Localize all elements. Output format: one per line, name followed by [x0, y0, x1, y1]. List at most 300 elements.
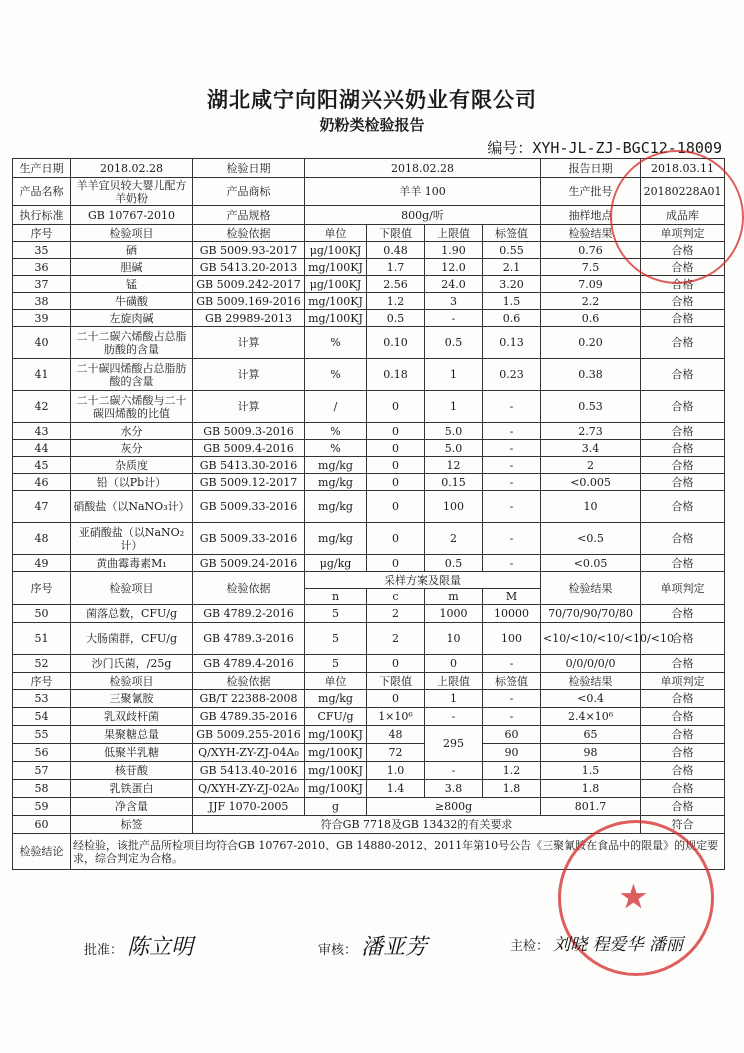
table-cell: mg/100KJ	[305, 762, 367, 780]
table-cell: %	[305, 359, 367, 391]
table-cell: GB 4789.35-2016	[193, 708, 305, 726]
table-cell: 1.2	[367, 293, 425, 310]
column-header: 标签值	[483, 225, 541, 242]
table-cell: ≥800g	[367, 798, 541, 816]
table-cell: 12.0	[425, 259, 483, 276]
column-header: 序号	[13, 673, 71, 690]
table-cell: 2.56	[367, 276, 425, 293]
table-cell: 65	[541, 726, 641, 744]
table-cell: 51	[13, 623, 71, 655]
table-cell: GB 29989-2013	[193, 310, 305, 327]
table-cell: 1.90	[425, 242, 483, 259]
table-cell: mg/kg	[305, 474, 367, 491]
table-row	[13, 391, 725, 423]
table-cell: 0	[367, 474, 425, 491]
table-cell: <0.5	[541, 523, 641, 555]
approve-label: 批准：	[84, 943, 124, 958]
table-cell: 43	[13, 423, 71, 440]
column-header: 单位	[305, 225, 367, 242]
table-row	[13, 744, 725, 762]
table-cell: 0.20	[541, 327, 641, 359]
table-cell: 10	[425, 623, 483, 655]
table-row	[13, 798, 725, 816]
label: 抽样地点	[541, 206, 641, 225]
table-cell: 72	[367, 744, 425, 762]
table-cell: GB 5009.93-2017	[193, 242, 305, 259]
label: 报告日期	[541, 159, 641, 178]
table-cell: 低聚半乳糖	[71, 744, 193, 762]
table-cell: 36	[13, 259, 71, 276]
table-cell: 0	[367, 523, 425, 555]
table-cell: <0.005	[541, 474, 641, 491]
table-cell: 60	[483, 726, 541, 744]
table-cell: 0.6	[541, 310, 641, 327]
table-cell: 5	[305, 605, 367, 623]
table-cell: 合格	[641, 605, 725, 623]
table-cell: 70/70/90/70/80	[541, 605, 641, 623]
column-header: 检验项目	[71, 572, 193, 605]
value: 羊羊 100	[305, 178, 541, 206]
table-cell: -	[483, 440, 541, 457]
table-cell: 胆碱	[71, 259, 193, 276]
table-cell: 48	[367, 726, 425, 744]
column-header: 单位	[305, 673, 367, 690]
column-header: 下限值	[367, 673, 425, 690]
table-cell: <0.4	[541, 690, 641, 708]
review-name: 潘亚芳	[361, 935, 428, 960]
table-cell: 1.5	[541, 762, 641, 780]
table-cell: 45	[13, 457, 71, 474]
table-cell: mg/100KJ	[305, 259, 367, 276]
table-cell: 35	[13, 242, 71, 259]
table-cell: 40	[13, 327, 71, 359]
table-row	[13, 327, 725, 359]
table-cell: 合格	[641, 359, 725, 391]
table-cell: 0	[367, 440, 425, 457]
value: 2018.02.28	[305, 159, 541, 178]
table-cell: 2	[541, 457, 641, 474]
table-cell: 0	[367, 391, 425, 423]
table-cell: 合格	[641, 708, 725, 726]
table-cell: GB 5009.12-2017	[193, 474, 305, 491]
table-row	[13, 474, 725, 491]
table-cell: -	[425, 310, 483, 327]
table-cell: 合格	[641, 310, 725, 327]
table-cell: 标签	[71, 816, 193, 834]
table-row	[13, 359, 725, 391]
table-cell: 295	[425, 726, 483, 762]
table-row	[13, 523, 725, 555]
table-cell: 黄曲霉毒素M₁	[71, 555, 193, 572]
table-row	[13, 276, 725, 293]
approve-name: 陈立明	[127, 935, 194, 960]
table-cell: 合格	[641, 440, 725, 457]
column-header: 单项判定	[641, 225, 725, 242]
table-cell: 合格	[641, 491, 725, 523]
test-signature	[510, 930, 683, 955]
column-header: 检验结果	[541, 225, 641, 242]
table-cell: 牛磺酸	[71, 293, 193, 310]
value: 2018.03.11	[641, 159, 725, 178]
table-cell: 50	[13, 605, 71, 623]
report-title: 奶粉类检验报告	[319, 116, 425, 134]
table-cell: 59	[13, 798, 71, 816]
column-header: 检验结果	[541, 673, 641, 690]
company-title: 湖北咸宁向阳湖兴兴奶业有限公司	[207, 87, 537, 112]
table-cell: 37	[13, 276, 71, 293]
value: 20180228A01	[641, 178, 725, 206]
table-row	[13, 457, 725, 474]
table-cell: 5.0	[425, 423, 483, 440]
table-row	[13, 293, 725, 310]
table-row	[13, 655, 725, 673]
table-cell: GB 5009.33-2016	[193, 523, 305, 555]
table-cell: GB 5413.20-2013	[193, 259, 305, 276]
table-cell: 5	[305, 655, 367, 673]
table-cell: <0.05	[541, 555, 641, 572]
table-cell: 合格	[641, 780, 725, 798]
table-cell: 52	[13, 655, 71, 673]
table-cell: 60	[13, 816, 71, 834]
table-row	[13, 491, 725, 523]
table-cell: 沙门氏菌，/25g	[71, 655, 193, 673]
table-cell: 0.48	[367, 242, 425, 259]
table-cell: 0	[367, 655, 425, 673]
column-header: 单项判定	[641, 572, 725, 605]
table-cell: 合格	[641, 259, 725, 276]
table-cell: mg/kg	[305, 690, 367, 708]
table-cell: 乳铁蛋白	[71, 780, 193, 798]
table-row	[13, 762, 725, 780]
table-cell: 2.73	[541, 423, 641, 440]
table-cell: mg/kg	[305, 457, 367, 474]
test-label: 主检：	[510, 939, 550, 954]
table-cell: 铅（以Pb计）	[71, 474, 193, 491]
column-header: 序号	[13, 225, 71, 242]
column-header: 检验依据	[193, 225, 305, 242]
table-cell: 1	[425, 359, 483, 391]
column-header: 检验项目	[71, 225, 193, 242]
table-cell: GB 4789.3-2016	[193, 623, 305, 655]
table-cell: 2	[367, 623, 425, 655]
info-row-1	[13, 159, 725, 178]
table-cell: GB 5009.4-2016	[193, 440, 305, 457]
label: 生产日期	[13, 159, 71, 178]
table-row	[13, 310, 725, 327]
table-cell: 乳双歧杆菌	[71, 708, 193, 726]
table-cell: 48	[13, 523, 71, 555]
column-header: M	[483, 589, 541, 605]
table-cell: 亚硝酸盐（以NaNO₂计）	[71, 523, 193, 555]
table-cell: -	[483, 474, 541, 491]
table-cell: 合格	[641, 655, 725, 673]
table-cell: GB 5009.255-2016	[193, 726, 305, 744]
table-cell: 合格	[641, 690, 725, 708]
table-cell: 2.4×10⁶	[541, 708, 641, 726]
table-cell: GB 5009.24-2016	[193, 555, 305, 572]
table-cell: 杂质度	[71, 457, 193, 474]
table-cell: 合格	[641, 623, 725, 655]
column-header: 检验依据	[193, 572, 305, 605]
table-cell: 合格	[641, 523, 725, 555]
column-header: 检验结果	[541, 572, 641, 605]
table-cell: 49	[13, 555, 71, 572]
table-cell: 3.4	[541, 440, 641, 457]
table-cell: 锰	[71, 276, 193, 293]
table-cell: CFU/g	[305, 708, 367, 726]
table-cell: 10000	[483, 605, 541, 623]
table-cell: 44	[13, 440, 71, 457]
table-cell: 3.20	[483, 276, 541, 293]
table-cell: 0	[367, 457, 425, 474]
column-header: 上限值	[425, 673, 483, 690]
table-cell: 1000	[425, 605, 483, 623]
table-cell: 47	[13, 491, 71, 523]
table-cell: mg/100KJ	[305, 293, 367, 310]
table-row	[13, 726, 725, 744]
conclusion-label: 检验结论	[13, 834, 71, 870]
table-cell: 灰分	[71, 440, 193, 457]
table-cell: g	[305, 798, 367, 816]
table-cell: 合格	[641, 293, 725, 310]
column-header: 采样方案及限量	[305, 572, 541, 589]
table-cell: 2.2	[541, 293, 641, 310]
table-cell: 果聚糖总量	[71, 726, 193, 744]
table-cell: 合格	[641, 726, 725, 744]
table-cell: -	[483, 523, 541, 555]
table-cell: 1.4	[367, 780, 425, 798]
table-cell: μg/100KJ	[305, 242, 367, 259]
table-cell: %	[305, 423, 367, 440]
table-cell: -	[483, 708, 541, 726]
table-cell: 39	[13, 310, 71, 327]
table-cell: 100	[425, 491, 483, 523]
value: 成品库	[641, 206, 725, 225]
table-cell: 合格	[641, 276, 725, 293]
table-cell: 计算	[193, 327, 305, 359]
table-cell: 0.38	[541, 359, 641, 391]
value: 羊羊宜贝较大婴儿配方羊奶粉	[71, 178, 193, 206]
column-header: 标签值	[483, 673, 541, 690]
table-cell: 56	[13, 744, 71, 762]
table-cell: 合格	[641, 457, 725, 474]
table-cell: mg/kg	[305, 491, 367, 523]
table-cell: 0	[425, 655, 483, 673]
table-cell: 42	[13, 391, 71, 423]
table-cell: 24.0	[425, 276, 483, 293]
table-cell: 58	[13, 780, 71, 798]
table-cell: -	[483, 690, 541, 708]
table-cell: 1	[425, 690, 483, 708]
table-cell: 合格	[641, 423, 725, 440]
table-cell: 3	[425, 293, 483, 310]
table-cell: 二十二碳六烯酸与二十碳四烯酸的比值	[71, 391, 193, 423]
table-row	[13, 780, 725, 798]
table-cell: 0.6	[483, 310, 541, 327]
table-cell: mg/100KJ	[305, 310, 367, 327]
table-cell: 大肠菌群，CFU/g	[71, 623, 193, 655]
column-header: 上限值	[425, 225, 483, 242]
header-row	[13, 572, 725, 589]
table-cell: GB 4789.4-2016	[193, 655, 305, 673]
value: 800g/听	[305, 206, 541, 225]
table-cell: mg/kg	[305, 523, 367, 555]
table-cell: 合格	[641, 242, 725, 259]
table-cell: -	[483, 655, 541, 673]
table-cell: 1.8	[541, 780, 641, 798]
table-cell: GB 4789.2-2016	[193, 605, 305, 623]
table-cell: 水分	[71, 423, 193, 440]
table-cell: 2	[367, 605, 425, 623]
table-cell: 57	[13, 762, 71, 780]
column-header: 序号	[13, 572, 71, 605]
table-cell: 53	[13, 690, 71, 708]
table-cell: 合格	[641, 744, 725, 762]
table-cell: -	[425, 762, 483, 780]
table-cell: μg/kg	[305, 555, 367, 572]
table-cell: 净含量	[71, 798, 193, 816]
table-cell: 0.55	[483, 242, 541, 259]
table-cell: GB 5009.3-2016	[193, 423, 305, 440]
table-cell: -	[483, 391, 541, 423]
table-cell: <10/<10/<10/<10/<10	[541, 623, 641, 655]
column-header: 下限值	[367, 225, 425, 242]
label: 产品名称	[13, 178, 71, 206]
value: 2018.02.28	[71, 159, 193, 178]
label: 生产批号	[541, 178, 641, 206]
table-cell: 801.7	[541, 798, 641, 816]
table-cell: 合格	[641, 474, 725, 491]
table-cell: 54	[13, 708, 71, 726]
column-header: c	[367, 589, 425, 605]
conclusion-text: 经检验，该批产品所检项目均符合GB 10767-2010、GB 14880-2012、2011年第10号公告《三聚氰胺在食品中的限量》的规定要求，综合判定为合格。	[71, 834, 725, 870]
table-cell: GB 5413.30-2016	[193, 457, 305, 474]
table-row	[13, 623, 725, 655]
table-cell: 符合	[641, 816, 725, 834]
table-cell: 12	[425, 457, 483, 474]
table-cell: mg/100KJ	[305, 780, 367, 798]
table-cell: 左旋肉碱	[71, 310, 193, 327]
table-cell: 100	[483, 623, 541, 655]
table-cell: GB/T 22388-2008	[193, 690, 305, 708]
table-cell: 0.5	[367, 310, 425, 327]
table-cell: mg/100KJ	[305, 726, 367, 744]
table-cell: %	[305, 440, 367, 457]
seal-star-icon: ★	[620, 880, 647, 915]
label: 执行标准	[13, 206, 71, 225]
table-cell: 合格	[641, 555, 725, 572]
inspection-table	[12, 158, 725, 870]
review-label: 审核：	[318, 943, 358, 958]
table-cell: 合格	[641, 391, 725, 423]
table-cell: JJF 1070-2005	[193, 798, 305, 816]
table-cell: 1×10⁶	[367, 708, 425, 726]
label: 产品规格	[193, 206, 305, 225]
table-cell: 菌落总数，CFU/g	[71, 605, 193, 623]
table-cell: 38	[13, 293, 71, 310]
inspection-seal	[610, 150, 744, 284]
table-cell: 0.13	[483, 327, 541, 359]
table-cell: 0.76	[541, 242, 641, 259]
table-cell: 98	[541, 744, 641, 762]
table-row	[13, 555, 725, 572]
table-cell: GB 5009.169-2016	[193, 293, 305, 310]
table-cell: -	[483, 423, 541, 440]
table-cell: 2	[425, 523, 483, 555]
table-cell: Q/XYH-ZY-ZJ-04A₀	[193, 744, 305, 762]
table-cell: 0	[367, 690, 425, 708]
column-header: m	[425, 589, 483, 605]
table-cell: 55	[13, 726, 71, 744]
table-cell: 7.5	[541, 259, 641, 276]
table-cell: 10	[541, 491, 641, 523]
column-header: 单项判定	[641, 673, 725, 690]
table-cell: 0.10	[367, 327, 425, 359]
table-cell: 符合GB 7718及GB 13432的有关要求	[193, 816, 641, 834]
table-cell: 合格	[641, 762, 725, 780]
table-cell: 41	[13, 359, 71, 391]
table-cell: 二十碳四烯酸占总脂肪酸的含量	[71, 359, 193, 391]
table-cell: 0.23	[483, 359, 541, 391]
table-cell: 二十二碳六烯酸占总脂肪酸的含量	[71, 327, 193, 359]
review-signature	[318, 930, 427, 961]
table-cell: 2.1	[483, 259, 541, 276]
table-cell: GB 5413.40-2016	[193, 762, 305, 780]
table-cell: 0	[367, 491, 425, 523]
document-number: 编号：XYH-JL-ZJ-BGC12-18009	[487, 139, 722, 157]
table-cell: Q/XYH-ZY-ZJ-02A₀	[193, 780, 305, 798]
table-cell: 合格	[641, 798, 725, 816]
table-cell: -	[425, 708, 483, 726]
table-cell: 硝酸盐（以NaNO₃计）	[71, 491, 193, 523]
table-cell: -	[483, 555, 541, 572]
table-cell: GB 5009.242-2017	[193, 276, 305, 293]
table-cell: 1.5	[483, 293, 541, 310]
table-cell: 90	[483, 744, 541, 762]
table-row	[13, 440, 725, 457]
table-cell: 0.53	[541, 391, 641, 423]
table-cell: GB 5009.33-2016	[193, 491, 305, 523]
table-cell: 0	[367, 555, 425, 572]
table-cell: mg/100KJ	[305, 744, 367, 762]
table-cell: 0	[367, 423, 425, 440]
header-row	[13, 673, 725, 690]
table-cell: 0.5	[425, 555, 483, 572]
table-cell: 0.18	[367, 359, 425, 391]
table-cell: 计算	[193, 359, 305, 391]
table-cell: -	[483, 457, 541, 474]
table-cell: 5	[305, 623, 367, 655]
table-cell: 1.8	[483, 780, 541, 798]
table-cell: 3.8	[425, 780, 483, 798]
table-cell: 硒	[71, 242, 193, 259]
value: GB 10767-2010	[71, 206, 193, 225]
table-cell: 0.5	[425, 327, 483, 359]
table-cell: 0/0/0/0/0	[541, 655, 641, 673]
table-cell: -	[483, 491, 541, 523]
column-header: n	[305, 589, 367, 605]
table-row	[13, 259, 725, 276]
table-cell: 计算	[193, 391, 305, 423]
table-cell: 合格	[641, 327, 725, 359]
table-row	[13, 423, 725, 440]
table-row	[13, 708, 725, 726]
table-cell: 0.15	[425, 474, 483, 491]
label: 产品商标	[193, 178, 305, 206]
table-cell: 1.0	[367, 762, 425, 780]
table-cell: 1	[425, 391, 483, 423]
table-cell: 7.09	[541, 276, 641, 293]
